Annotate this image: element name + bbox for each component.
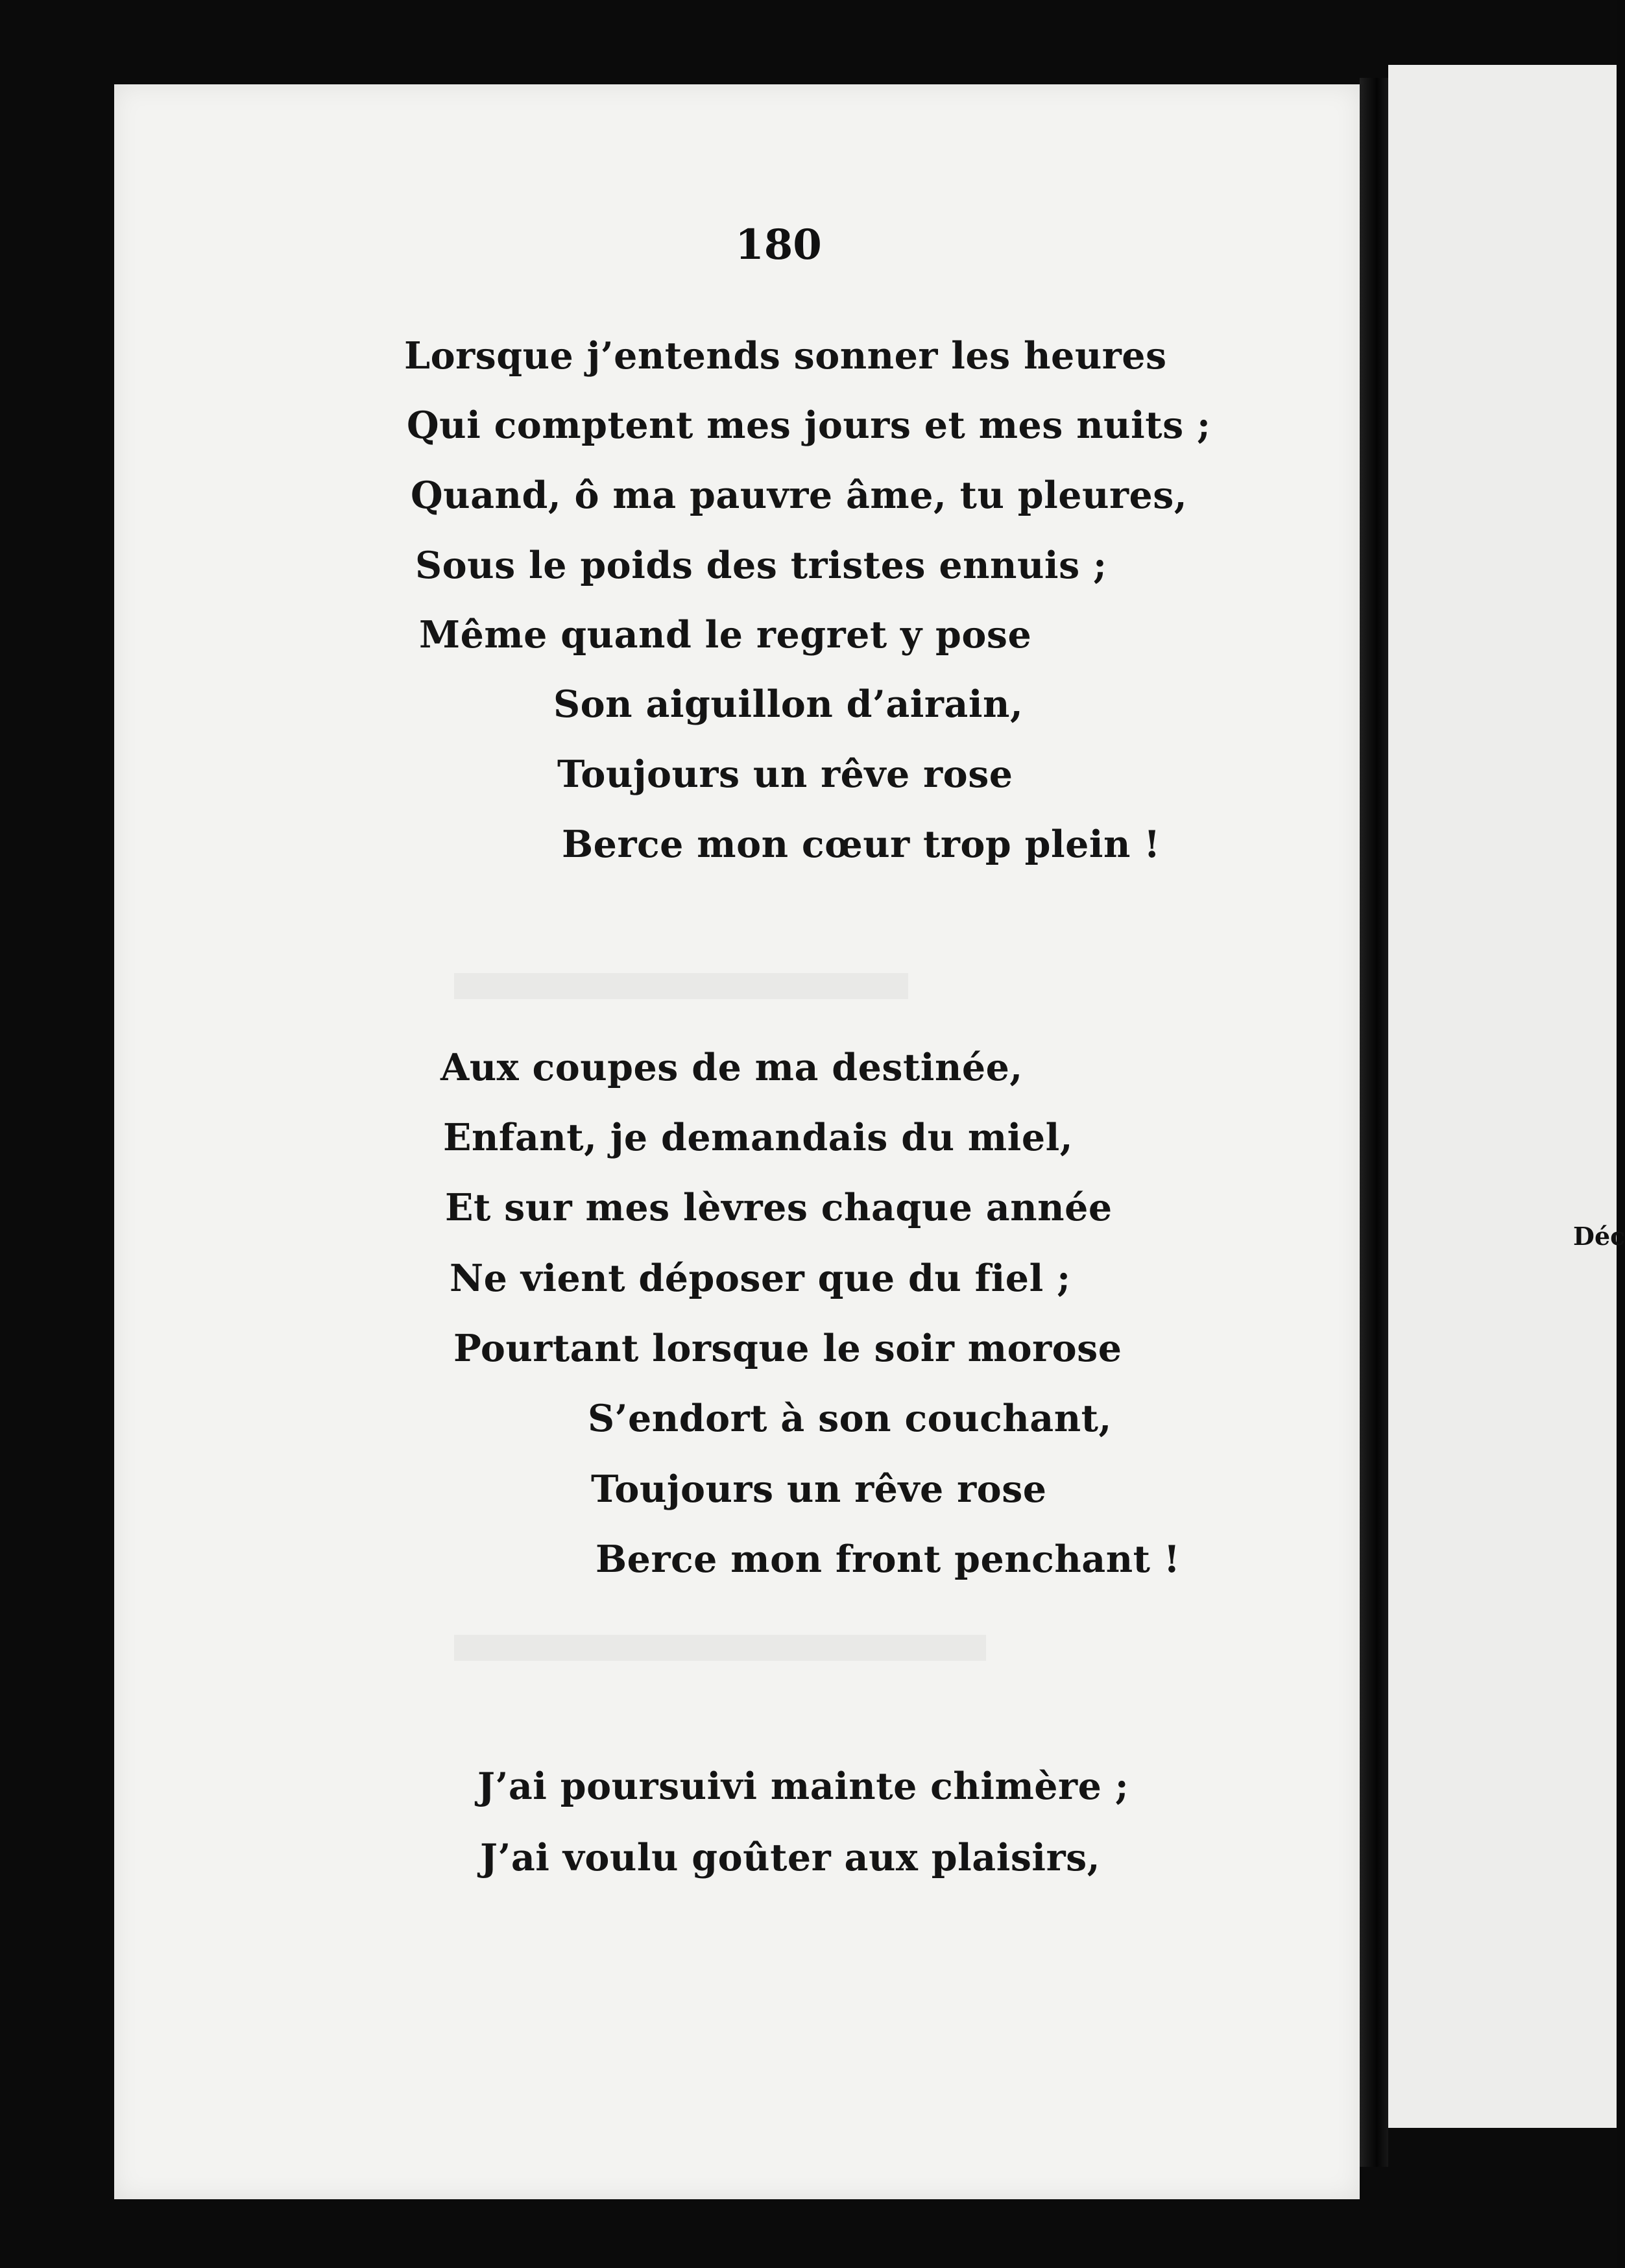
verse-line: Berce mon front penchant ! [596,1538,1181,1581]
bleed-through-mark [454,1635,986,1661]
right-page-text-fragment: Déc [1573,1222,1625,1251]
verse-line: Qui comptent mes jours et mes nuits ; [407,404,1211,447]
verse-line: S’endort à son couchant, [588,1397,1112,1440]
verse-line: Lorsque j’entends sonner les heures [404,334,1167,378]
verse-line: Quand, ô ma pauvre âme, tu pleures, [411,474,1188,517]
right-page [1388,65,1617,2128]
verse-line: Toujours un rêve rose [591,1467,1047,1511]
page-number: 180 [735,221,822,269]
verse-line: Son aiguillon d’airain, [553,682,1024,726]
verse-line: J’ai voulu goûter aux plaisirs, [480,1836,1101,1879]
verse-line: Ne vient déposer que du fiel ; [450,1257,1071,1300]
verse-line: Enfant, je demandais du miel, [443,1116,1074,1159]
bleed-through-mark [454,973,908,999]
verse-line: Pourtant lorsque le soir morose [453,1327,1122,1370]
verse-line: J’ai poursuivi mainte chimère ; [477,1765,1129,1808]
verse-line: Et sur mes lèvres chaque année [445,1186,1113,1229]
verse-line: Toujours un rêve rose [557,753,1013,796]
verse-line: Sous le poids des tristes ennuis ; [415,544,1107,587]
verse-line: Berce mon cœur trop plein ! [562,823,1161,866]
verse-line: Aux coupes de ma destinée, [440,1046,1023,1089]
verse-line: Même quand le regret y pose [419,613,1032,657]
book-gutter [1360,78,1388,2167]
